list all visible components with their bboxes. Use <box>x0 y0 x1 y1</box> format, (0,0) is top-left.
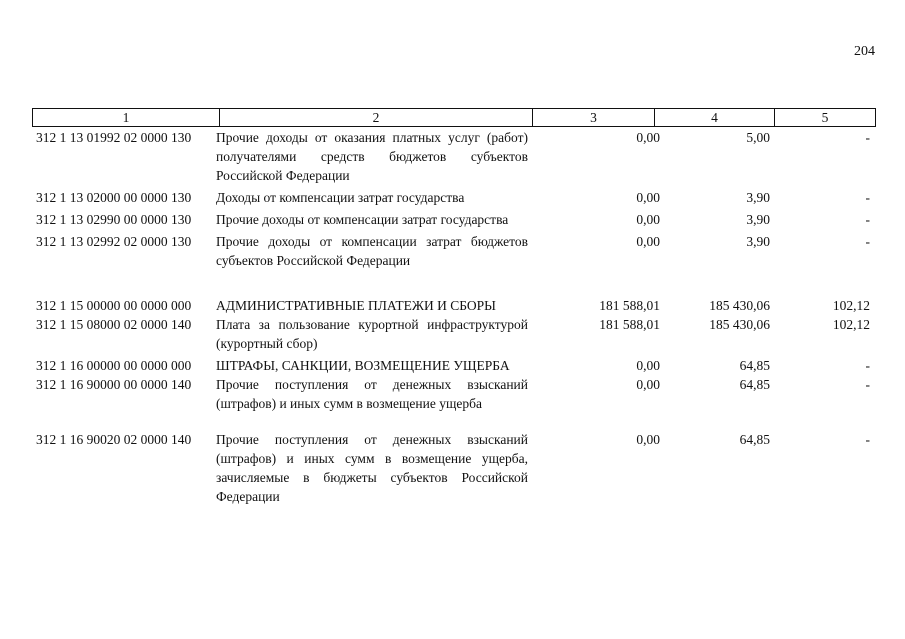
row-value-3: 0,00 <box>636 190 660 205</box>
row-value-5: - <box>865 358 870 373</box>
row-value-3: 0,00 <box>636 377 660 392</box>
row-value-5: - <box>865 130 870 145</box>
row-name: Прочие поступления от денежных взысканий (штрафов) и иных сумм в возмещение ущерба <box>216 377 528 411</box>
row-value-4: 3,90 <box>746 212 770 227</box>
column-header-1: 1 <box>33 109 220 127</box>
row-code: 312 1 13 02990 00 0000 130 <box>36 212 192 227</box>
row-code: 312 1 13 01992 02 0000 130 <box>36 130 192 145</box>
table-row <box>36 315 878 353</box>
row-value-3: 0,00 <box>636 130 660 145</box>
row-value-3: 0,00 <box>636 432 660 447</box>
table-row <box>36 430 878 506</box>
row-value-5: 102,12 <box>832 298 870 313</box>
row-code: 312 1 13 02992 02 0000 130 <box>36 234 192 249</box>
table-row <box>36 232 878 270</box>
row-value-4: 3,90 <box>746 190 770 205</box>
row-value-4: 5,00 <box>746 130 770 145</box>
row-name: ШТРАФЫ, САНКЦИИ, ВОЗМЕЩЕНИЕ УЩЕРБА <box>216 358 510 373</box>
row-value-5: 102,12 <box>832 317 870 332</box>
column-header-4: 4 <box>655 109 775 127</box>
row-value-4: 185 430,06 <box>709 298 770 313</box>
row-code: 312 1 16 00000 00 0000 000 <box>36 358 192 373</box>
row-code: 312 1 15 08000 02 0000 140 <box>36 317 192 332</box>
page-number: 204 <box>854 44 875 59</box>
row-value-5: - <box>865 377 870 392</box>
row-value-4: 64,85 <box>739 358 770 373</box>
row-name: Прочие доходы от компенсации затрат бюджетов субъектов Российской Федерации <box>216 234 528 268</box>
column-header-5: 5 <box>775 109 876 127</box>
row-code: 312 1 16 90000 00 0000 140 <box>36 377 192 392</box>
column-header-3: 3 <box>533 109 655 127</box>
table-row <box>36 210 878 229</box>
row-value-5: - <box>865 190 870 205</box>
row-value-4: 64,85 <box>739 432 770 447</box>
table-row <box>36 188 878 207</box>
row-name: АДМИНИСТРАТИВНЫЕ ПЛАТЕЖИ И СБОРЫ <box>216 298 496 313</box>
row-value-3: 0,00 <box>636 358 660 373</box>
row-name: Доходы от компенсации затрат государства <box>216 190 465 205</box>
row-value-4: 3,90 <box>746 234 770 249</box>
column-header-table <box>32 108 876 127</box>
row-value-5: - <box>865 234 870 249</box>
row-value-3: 0,00 <box>636 234 660 249</box>
row-value-3: 0,00 <box>636 212 660 227</box>
table-row <box>36 356 878 375</box>
row-value-4: 185 430,06 <box>709 317 770 332</box>
row-value-5: - <box>865 212 870 227</box>
row-value-3: 181 588,01 <box>599 317 660 332</box>
row-value-3: 181 588,01 <box>599 298 660 313</box>
row-value-4: 64,85 <box>739 377 770 392</box>
row-name: Прочие поступления от денежных взысканий (штрафов) и иных сумм в возмещение ущерба, зачисляемые в бюджеты субъектов Российской Федерации <box>216 432 528 504</box>
row-code: 312 1 15 00000 00 0000 000 <box>36 298 192 313</box>
table-row <box>36 296 878 315</box>
row-code: 312 1 13 02000 00 0000 130 <box>36 190 192 205</box>
column-header-row <box>33 109 876 127</box>
table-row <box>36 375 878 413</box>
column-header-2: 2 <box>220 109 533 127</box>
row-value-5: - <box>865 432 870 447</box>
table-body <box>36 128 878 506</box>
row-code: 312 1 16 90020 02 0000 140 <box>36 432 192 447</box>
table-row <box>36 128 878 185</box>
row-name: Плата за пользование курортной инфраструктурой (курортный сбор) <box>216 317 528 351</box>
row-name: Прочие доходы от оказания платных услуг (работ) получателями средств бюджетов субъектов Российской Федерации <box>216 130 528 183</box>
row-name: Прочие доходы от компенсации затрат государства <box>216 212 509 227</box>
